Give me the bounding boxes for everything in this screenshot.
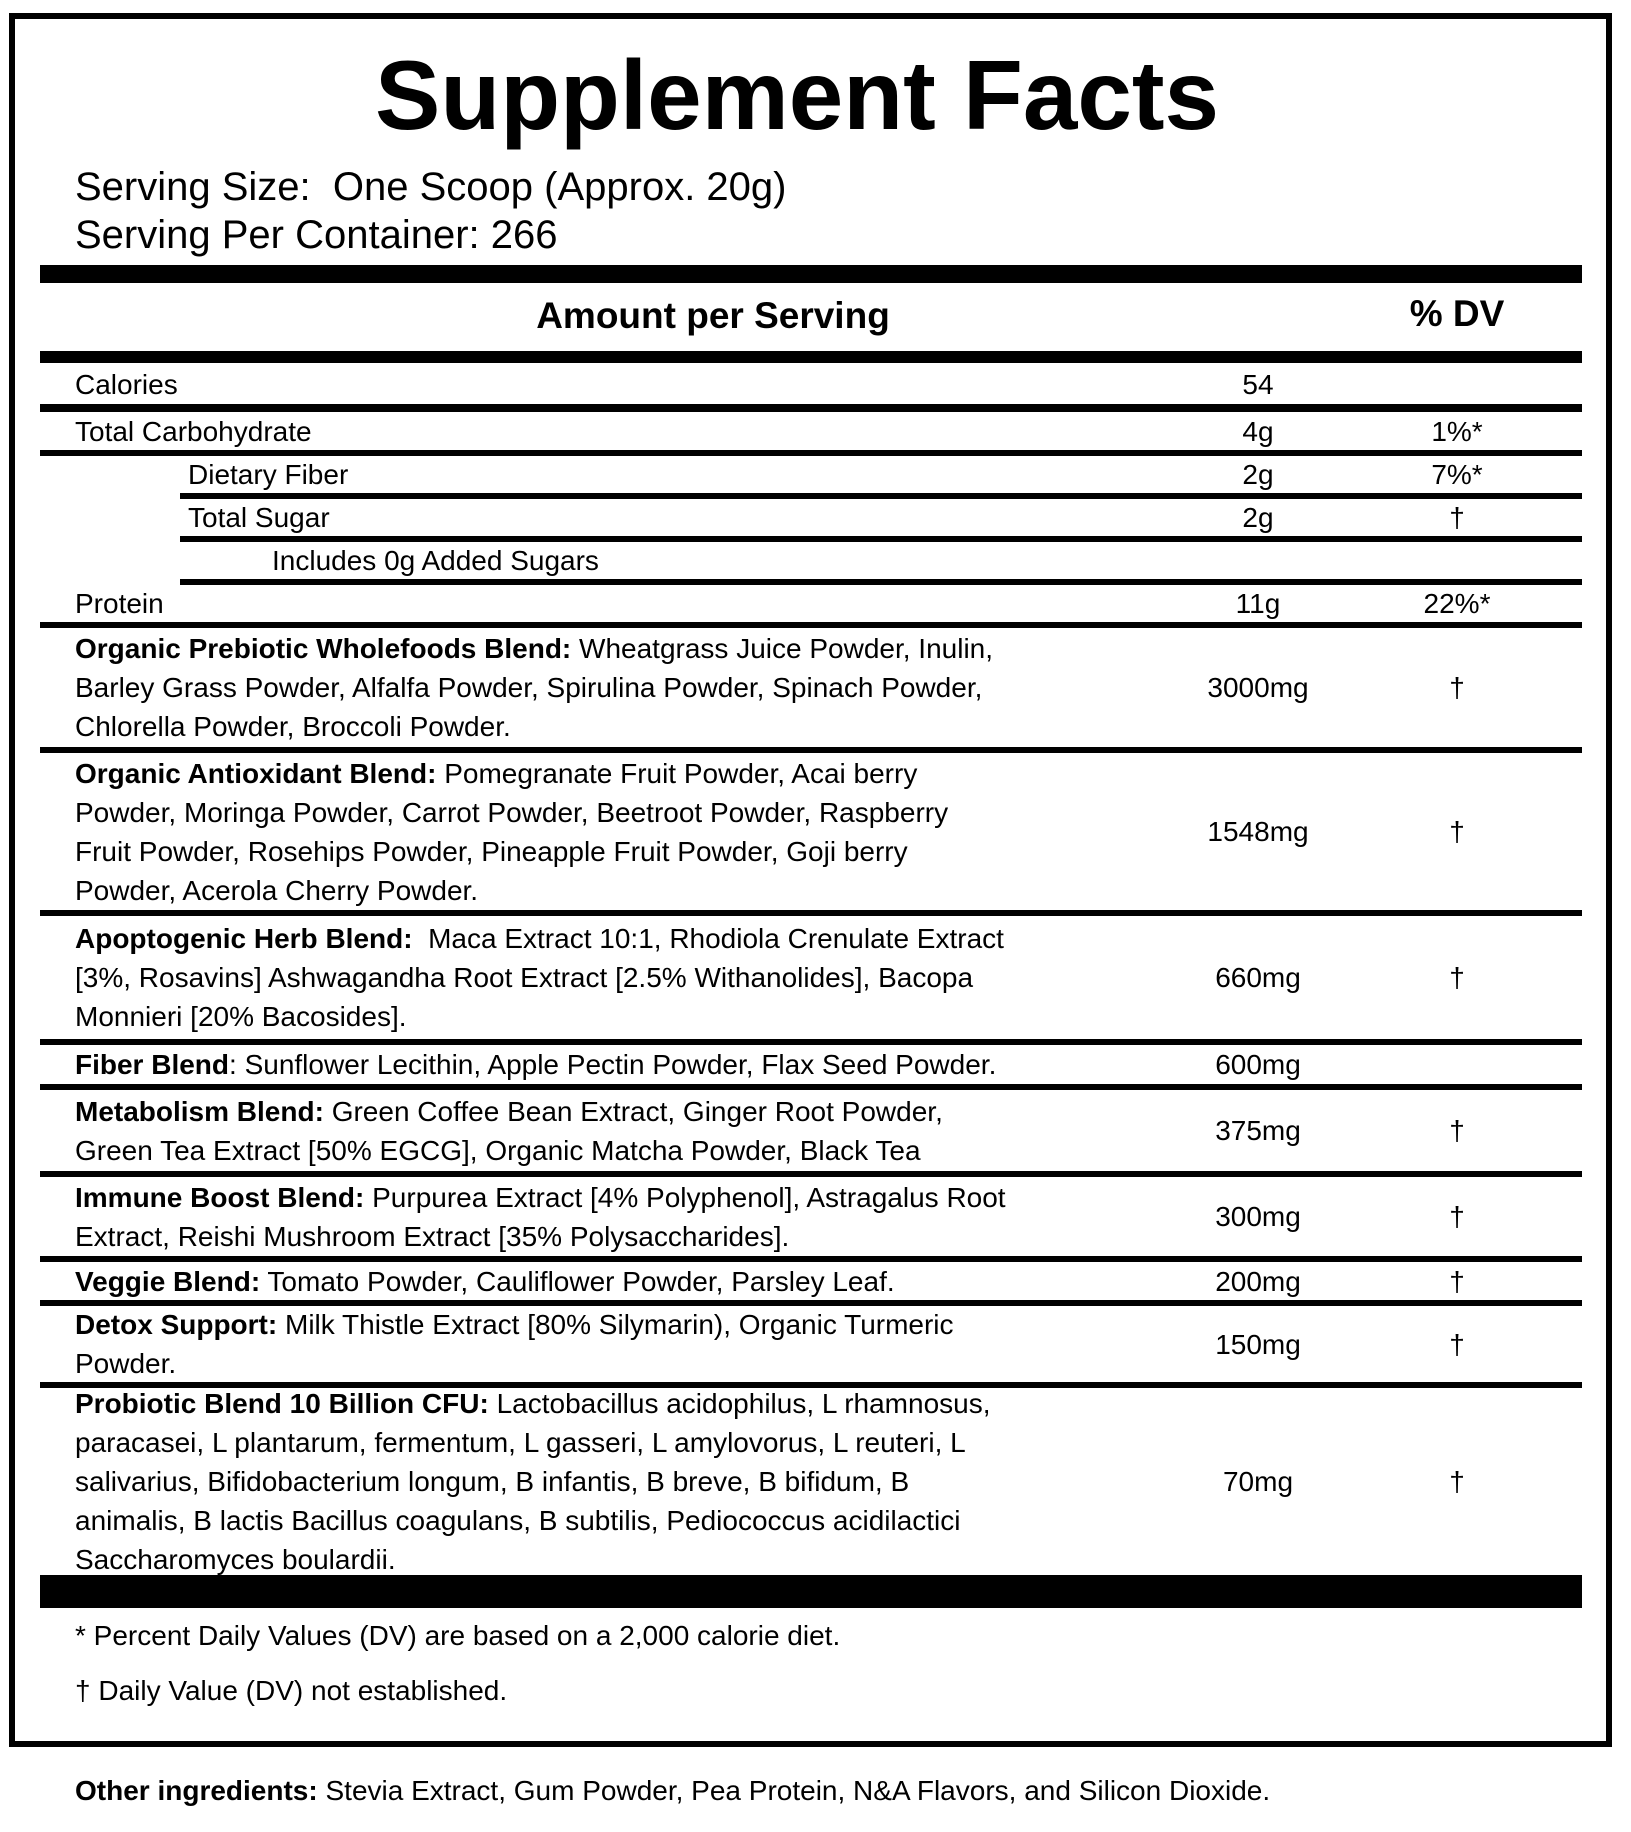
percent-dv-header: % DV [1409,293,1505,334]
divider-thick-bottom [40,1575,1582,1608]
blend-row-fiber [40,1045,1582,1084]
blend-dv: † [1449,962,1465,993]
nutrient-dv: 7%* [1431,459,1483,490]
nutrient-row-dietary-fiber [40,456,1582,493]
nutrient-amount: 11g [1235,588,1281,619]
blend-amount: 150mg [1215,1328,1301,1360]
blend-description: Metabolism Blend: Green Coffee Bean Extract, Ginger Root Powder, Green Tea Extract [50% EGCG], Organic Matcha Powder, Black Tea [75,1095,943,1166]
blend-description: Immune Boost Blend: Purpurea Extract [4% Polyphenol], Astragalus Root Extract, Reishi Mushroom Extract [35% Polysaccharides]. [75,1181,1006,1252]
blend-amount: 375mg [1215,1115,1301,1146]
blend-amount: 3000mg [1207,672,1309,703]
nutrient-amount: 54 [1242,368,1274,400]
blend-row-organic-prebiotic [40,628,1582,747]
nutrient-amount: 4g [1242,415,1274,447]
footnote-dagger: † Daily Value (DV) not established. [75,1675,508,1706]
divider-thick [40,265,1582,283]
blend-row-veggie [40,1262,1582,1300]
blend-row-metabolism [40,1090,1582,1171]
blend-row-apoptogenic-herb [40,916,1582,1039]
blend-description: Organic Prebiotic Wholefoods Blend: Wheatgrass Juice Powder, Inulin, Barley Grass Powder, Alfalfa Powder, Spirulina Powder, Spinach Powder, Chlorella Powder, Broccoli Powder. [75,633,994,742]
blend-description: Fiber Blend: Sunflower Lecithin, Apple Pectin Powder, Flax Seed Powder. [75,1049,997,1080]
panel-title: Supplement Facts [374,40,1220,150]
divider-medium [40,351,1582,363]
blend-name: Veggie Blend: [75,1265,261,1297]
blend-description: Apoptogenic Herb Blend: Maca Extract 10:1, Rhodiola Crenulate Extract [3%, Rosavins] Ashwagandha Root Extract [2.5% Withanolides], Bacopa Monnieri [20% Bacosides]. [75,923,1004,1032]
blend-dv: † [1449,1115,1465,1146]
blend-description: Probiotic Blend 10 Billion CFU: Lactobacillus acidophilus, L rhamnosus, paracasei, L plantarum, fermentum, L gasseri, L amylovorus, L reuteri, L salivarius, Bifidobacterium longum, B infantis, B breve, B bifidum, B animalis, B lactis Bacillus coagulans, B subtilis, Pediococcus acidilactici Saccharomyces boulardii. [75,1388,991,1575]
nutrient-row-calories [40,364,1582,404]
nutrient-dv: † [1449,502,1465,533]
nutrient-row-total-carbohydrate [40,412,1582,450]
blend-name: Detox Support: [75,1309,278,1340]
nutrient-row-total-sugar [40,499,1582,536]
nutrient-row-added-sugars [40,542,1582,579]
blend-row-detox-support [40,1306,1582,1382]
other-ingredients-text: Stevia Extract, Gum Powder, Pea Protein, N&A Flavors, and Silicon Dioxide. [317,1775,1271,1806]
footnote-percent-dv: * Percent Daily Values (DV) are based on a 2,000 calorie diet. [75,1620,841,1651]
nutrient-dv [1397,364,1517,404]
blend-name: Probiotic Blend 10 Billion CFU: [75,1388,489,1419]
nutrient-dv [1397,542,1517,579]
nutrient-name: Total Sugar [188,502,330,533]
nutrient-name: Dietary Fiber [188,459,349,490]
nutrient-amount: 2g [1242,459,1274,490]
blend-amount: 300mg [1215,1201,1301,1232]
blend-dv: † [1449,1466,1465,1497]
blend-row-probiotic [40,1388,1582,1575]
blend-dv [1397,1045,1517,1084]
other-ingredients-label: Other ingredients: [75,1775,318,1806]
nutrient-dv: 1%* [1431,415,1483,447]
nutrient-name: Protein [75,588,164,619]
nutrient-row-protein [40,585,1582,622]
nutrient-name: Calories [75,368,178,400]
blend-row-immune-boost [40,1177,1582,1256]
blend-dv: † [1449,1265,1465,1297]
blend-description: Detox Support: Milk Thistle Extract [80% Silymarin), Organic Turmeric Powder. [75,1309,954,1379]
blend-name: Apoptogenic Herb Blend: [75,923,413,954]
blend-description: Organic Antioxidant Blend: Pomegranate Fruit Powder, Acai berry Powder, Moringa Powder, Carrot Powder, Beetroot Powder, Raspberry Fruit Powder, Rosehips Powder, Pineapple Fruit Powder, Goji berry Powder, Acerola Cherry Powder. [75,757,949,906]
blend-dv: † [1449,816,1465,847]
serving-size: Serving Size: One Scoop (Approx. 20g) [75,165,787,209]
blend-name: Metabolism Blend: [75,1095,324,1127]
blend-amount: 660mg [1215,962,1301,993]
blend-row-organic-antioxidant [40,753,1582,910]
other-ingredients [75,1771,1270,1810]
blend-amount: 600mg [1215,1049,1301,1080]
blend-name: Organic Prebiotic Wholefoods Blend: [75,633,572,664]
amount-per-serving-header: Amount per Serving [536,295,890,336]
blend-amount: 200mg [1215,1265,1301,1297]
nutrient-amount [1198,542,1318,579]
blend-name: Fiber Blend [75,1049,230,1080]
nutrient-dv: 22%* [1423,588,1491,619]
blend-dv: † [1449,1201,1465,1232]
blend-amount: 70mg [1222,1466,1294,1497]
nutrient-name: Total Carbohydrate [75,415,312,447]
servings-per-container: Serving Per Container: 266 [75,213,558,257]
nutrient-name: Includes 0g Added Sugars [272,545,599,576]
blend-name: Organic Antioxidant Blend: [75,757,437,789]
blend-description: Veggie Blend: Tomato Powder, Cauliflower Powder, Parsley Leaf. [75,1265,895,1297]
blend-amount: 1548mg [1207,816,1309,847]
nutrient-amount: 2g [1242,502,1274,533]
blend-dv: † [1449,672,1465,703]
blend-name: Immune Boost Blend: [75,1181,365,1213]
blend-dv: † [1449,1328,1465,1360]
